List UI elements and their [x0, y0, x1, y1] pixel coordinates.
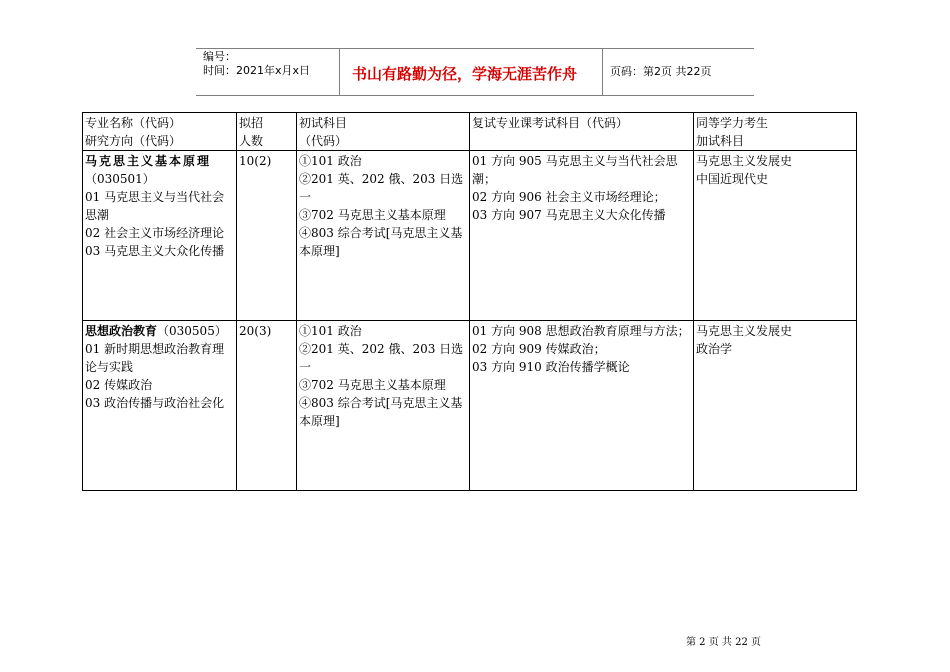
- header-text: 研究方向（代码）: [85, 134, 182, 148]
- header-cell-major: [83, 113, 237, 151]
- major-name: 思想政治教育: [85, 324, 158, 338]
- header-text: 拟招: [239, 116, 264, 130]
- direction-item: 01 新时期思想政治教育理论与实践: [85, 342, 225, 374]
- quota-cell: [237, 151, 297, 321]
- header-text: 加试科目: [696, 134, 745, 148]
- major-cell: [83, 321, 237, 491]
- header-text: （代码）: [299, 134, 348, 148]
- retest-item: 02 方向 909 传媒政治；: [472, 342, 606, 356]
- retest-item: 01 方向 905 马克思主义与当代社会思潮；: [472, 154, 678, 186]
- retest-item: 03 方向 907 马克思主义大众化传播: [472, 208, 666, 222]
- table-row: [83, 151, 857, 321]
- exam-item: ④803 综合考试[马克思主义基本原理]: [299, 396, 463, 428]
- exam-item: ③702 马克思主义基本原理: [299, 208, 446, 222]
- retest-item: 01 方向 908 思想政治教育原理与方法；: [472, 324, 690, 338]
- quota-cell: [237, 321, 297, 491]
- header-cell-quota: [237, 113, 297, 151]
- header-text: 复试专业课考试科目（代码）: [472, 116, 629, 130]
- direction-item: 02 社会主义市场经济理论: [85, 226, 225, 240]
- major-cell: [83, 151, 237, 321]
- header-text: 人数: [239, 134, 264, 148]
- direction-item: 02 传媒政治: [85, 378, 153, 392]
- exam-item: ②201 英、202 俄、203 日选一: [299, 342, 464, 374]
- header-page-label: 页码：第2页 共22页: [610, 65, 712, 78]
- quota-value: 10(2): [239, 154, 272, 168]
- exams-cell: [297, 151, 470, 321]
- header-time-label: 时间：2021年x月x日: [203, 64, 311, 77]
- direction-item: 01 马克思主义与当代社会思潮: [85, 190, 225, 222]
- table-row: [83, 321, 857, 491]
- direction-item: 03 政治传播与政治社会化: [85, 396, 225, 410]
- major-heading: [85, 322, 234, 340]
- retest-item: 02 方向 906 社会主义市场经理论；: [472, 190, 666, 204]
- extra-item: 马克思主义发展史: [696, 154, 793, 168]
- header-cell-extra: [694, 113, 857, 151]
- extra-item: 政治学: [696, 342, 733, 356]
- table-header-row: [83, 113, 857, 151]
- major-name: 马克思主义基本原理: [85, 154, 212, 168]
- extra-item: 马克思主义发展史: [696, 324, 793, 338]
- header-cell-retest: [470, 113, 694, 151]
- extra-cell: [694, 321, 857, 491]
- header-serial-label: 编号：: [203, 50, 236, 63]
- retest-cell: [470, 321, 694, 491]
- major-code: （030505）: [157, 324, 227, 338]
- exam-item: ②201 英、202 俄、203 日选一: [299, 172, 464, 204]
- header-text: 专业名称（代码）: [85, 116, 182, 130]
- header-top-rule: [196, 48, 754, 49]
- exams-cell: [297, 321, 470, 491]
- retest-item: 03 方向 910 政治传播学概论: [472, 360, 630, 374]
- header-divider-right: [602, 48, 603, 96]
- header-motto: 书山有路勤为径，学海无涯苦作舟: [352, 65, 578, 83]
- exam-item: ④803 综合考试[马克思主义基本原理]: [299, 226, 463, 258]
- extra-item: 中国近现代史: [696, 172, 769, 186]
- admissions-table: [82, 112, 857, 491]
- exam-item: ①101 政治: [299, 154, 362, 168]
- retest-cell: [470, 151, 694, 321]
- major-code: （030501）: [85, 172, 155, 186]
- header-bottom-rule: [196, 95, 754, 96]
- exam-item: ③702 马克思主义基本原理: [299, 378, 446, 392]
- footer-page-number: 第 2 页 共 22 页: [686, 637, 761, 648]
- header-text: 初试科目: [299, 116, 348, 130]
- header-text: 同等学力考生: [696, 116, 769, 130]
- exam-item: ①101 政治: [299, 324, 362, 338]
- direction-item: 03 马克思主义大众化传播: [85, 244, 225, 258]
- header-cell-exams: [297, 113, 470, 151]
- quota-value: 20(3): [239, 324, 272, 338]
- header-divider-left: [339, 48, 340, 96]
- extra-cell: [694, 151, 857, 321]
